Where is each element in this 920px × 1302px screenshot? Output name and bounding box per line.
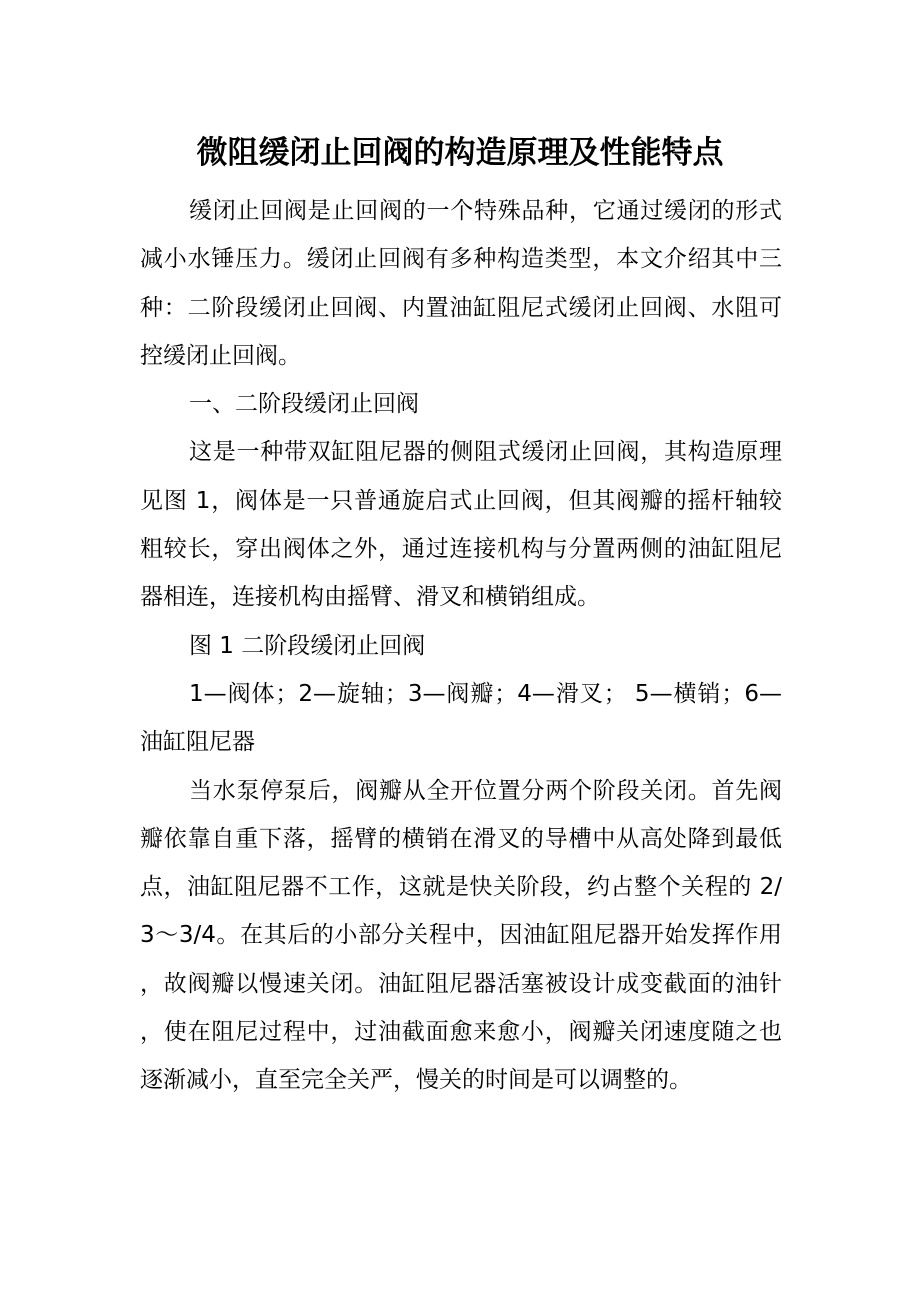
document-title: 微阻缓闭止回阀的构造原理及性能特点 (196, 135, 724, 171)
section-heading: 一、二阶段缓闭止回阀 (189, 391, 419, 418)
figure-legend: 1—阀体；2—旋轴；3—阀瓣；4—滑叉； 5—横销；6—油缸阻尼器 (140, 680, 782, 756)
document-body (140, 187, 782, 1105)
intro-paragraph: 缓闭止回阀是止回阀的一个特殊品种，它通过缓闭的形式减小水锤压力。缓闭止回阀有多种构造类型，本文介绍其中三种：二阶段缓闭止回阀、内置油缸阻尼式缓闭止回阀、水阻可控缓闭止回阀。 (140, 198, 782, 369)
structure-paragraph: 这是一种带双缸阻尼器的侧阻式缓闭止回阀，其构造原理见图 1，阀体是一只普通旋启式止回阀，但其阀瓣的摇杆轴较粗较长，穿出阀体之外，通过连接机构与分置两侧的油缸阻尼器相连，连接机构由摇臂、滑叉和横销组成。 (140, 439, 782, 611)
operation-paragraph: 当水泵停泵后，阀瓣从全开位置分两个阶段关闭。首先阀瓣依靠自重下落，摇臂的横销在滑叉的导槽中从高处降到最低点，油缸阻尼器不工作，这就是快关阶段，约占整个关程的 2/3～3/4。在其后的小部分关程中，因油缸阻尼器开始发挥作用，故阀瓣以慢速关闭。油缸阻尼器活塞被设计成变截面的油针，使在阻尼过程中，过油截面愈来愈小，阀瓣关闭速度随之也逐渐减小，直至完全关严，慢关的时间是可以调整的。 (140, 777, 782, 1094)
figure-caption: 图 1 二阶段缓闭止回阀 (189, 632, 426, 659)
